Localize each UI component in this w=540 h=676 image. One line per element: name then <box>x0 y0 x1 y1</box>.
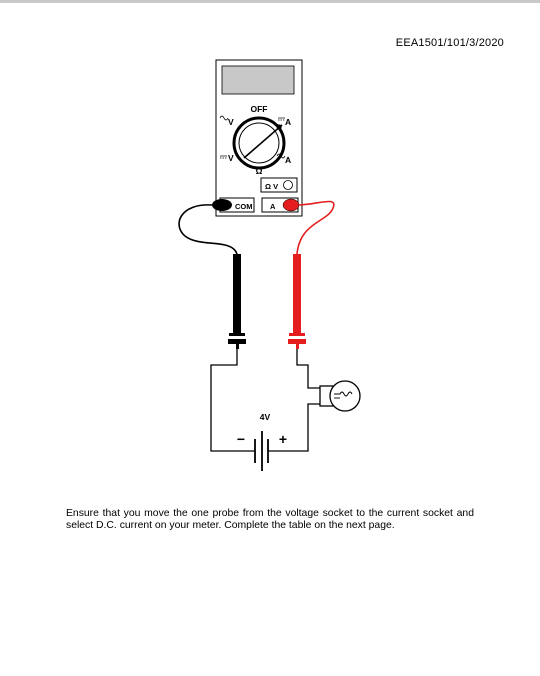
dial-label-dc-volts: V <box>228 153 234 163</box>
dial-label-dc-amps: A <box>285 117 292 127</box>
battery-voltage-label: 4V <box>259 412 271 422</box>
battery-minus-label: − <box>236 431 246 447</box>
document-reference: EEA1501/101/3/2020 <box>395 37 504 49</box>
red-probe-plug <box>283 199 299 211</box>
socket-ohm-volt-label: Ω V <box>265 182 279 191</box>
socket-amp-label: A <box>270 202 276 211</box>
battery-plus-label: + <box>278 431 288 447</box>
black-probe-plug <box>212 199 232 211</box>
dial-label-ac-volts: V <box>228 117 234 127</box>
dial-label-ac-amps: A <box>285 155 292 165</box>
multimeter <box>216 60 302 216</box>
red-probe <box>288 254 306 349</box>
black-probe <box>228 254 246 349</box>
socket-ohm-volt-jack <box>284 181 293 190</box>
red-lead-wire <box>297 201 334 254</box>
dial-label-off: OFF <box>250 104 268 114</box>
dial-label-ohms: Ω <box>255 166 263 176</box>
meter-display <box>222 66 294 94</box>
lamp <box>320 381 360 411</box>
circuit-wiring <box>211 349 320 451</box>
socket-com-label: COM <box>235 202 253 211</box>
battery <box>255 431 268 471</box>
selector-dial <box>234 118 284 168</box>
instruction-paragraph: Ensure that you move the one probe from the voltage socket to the current socket and select D.C. current on your meter. Complete the table on the next page. <box>66 508 474 531</box>
